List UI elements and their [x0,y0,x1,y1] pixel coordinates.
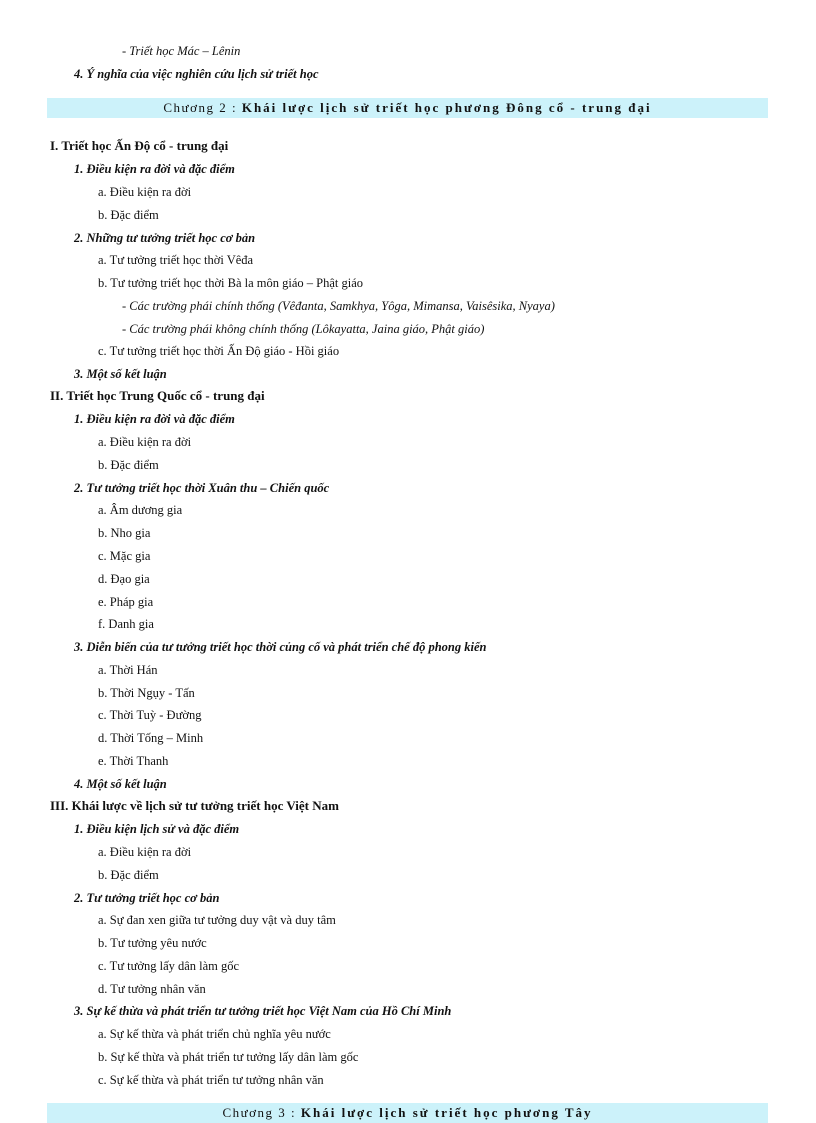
list-item: a. Điều kiện ra đời [98,435,192,449]
subsection-heading: 1. Điều kiện ra đời và đặc điểm [74,162,235,176]
list-item: a. Âm dương gia [98,503,183,517]
list-item: a. Điều kiện ra đời [98,845,192,859]
subsection-heading: 3. Diễn biến của tư tưởng triết học thời củng cố và phát triển chế độ phong kiến [74,640,487,654]
list-item: b. Đặc điểm [98,208,159,222]
section-ii-heading: II. Triết học Trung Quốc cổ - trung đại [50,388,265,403]
list-item: b. Tư tưởng triết học thời Bà la môn giáo – Phật giáo [98,276,364,290]
section-heading-significance: 4. Ý nghĩa của việc nghiên cứu lịch sử triết học [74,67,319,81]
list-item: c. Sự kế thừa và phát triển tư tưởng nhân văn [98,1073,324,1087]
list-item: a. Tư tưởng triết học thời Vêđa [98,253,254,267]
subsection-heading: 3. Một số kết luận [74,367,167,381]
subsection-heading: 4. Một số kết luận [74,777,167,791]
list-item: b. Đặc điểm [98,868,159,882]
list-item: c. Mặc gia [98,549,151,563]
chapter-2-banner [47,98,768,118]
list-item: d. Tư tưởng nhân văn [98,982,206,996]
list-item: e. Thời Thanh [98,754,169,768]
chapter-3-banner [47,1103,768,1123]
list-item: e. Pháp gia [98,595,154,609]
list-item: c. Tư tưởng lấy dân làm gốc [98,959,240,973]
list-item: f. Danh gia [98,617,154,631]
list-item: a. Điều kiện ra đời [98,185,192,199]
list-item: d. Thời Tống – Minh [98,731,204,745]
list-item: b. Thời Ngụy - Tấn [98,686,195,700]
chapter-2-prefix: Chương 2 : [163,100,242,115]
chapter-2-title: Khái lược lịch sử triết học phương Đông cổ - trung đại [241,100,652,115]
list-item: d. Đạo gia [98,572,150,586]
list-item: c. Thời Tuỳ - Đường [98,708,202,722]
list-item: c. Tư tưởng triết học thời Ấn Độ giáo - Hồi giáo [98,344,340,358]
chapter-3-prefix: Chương 3 : [222,1105,301,1120]
list-item-marx-lenin: - Triết học Mác – Lênin [122,44,241,58]
subsection-heading: 1. Điều kiện ra đời và đặc điểm [74,412,235,426]
subsection-heading: 2. Những tư tưởng triết học cơ bản [74,231,256,245]
subsection-heading: 3. Sự kế thừa và phát triển tư tưởng triết học Việt Nam của Hồ Chí Minh [74,1004,452,1018]
section-iii-heading: III. Khái lược về lịch sử tư tưởng triết học Việt Nam [50,798,339,813]
list-item: b. Đặc điểm [98,458,159,472]
list-item: a. Sự đan xen giữa tư tưởng duy vật và duy tâm [98,913,336,927]
list-item: a. Thời Hán [98,663,158,677]
list-item: b. Sự kế thừa và phát triển tư tưởng lấy dân làm gốc [98,1050,359,1064]
section-i-heading: I. Triết học Ấn Độ cổ - trung đại [50,138,229,153]
subsection-heading: 1. Điều kiện lịch sử và đặc điểm [74,822,240,836]
list-item: b. Nho gia [98,526,151,540]
subsection-heading: 2. Tư tưởng triết học thời Xuân thu – Chiến quốc [74,481,330,495]
list-item: a. Sự kế thừa và phát triển chủ nghĩa yêu nước [98,1027,331,1041]
chapter-3-title: Khái lược lịch sử triết học phương Tây [300,1105,593,1120]
subsection-heading: 2. Tư tưởng triết học cơ bản [74,891,220,905]
list-subitem: - Các trường phái chính thống (Vêđanta, Samkhya, Yôga, Mimansa, Vaisêsika, Nyaya) [122,299,555,313]
list-subitem: - Các trường phái không chính thống (Lôkayatta, Jaina giáo, Phật giáo) [122,322,485,336]
list-item: b. Tư tưởng yêu nước [98,936,207,950]
